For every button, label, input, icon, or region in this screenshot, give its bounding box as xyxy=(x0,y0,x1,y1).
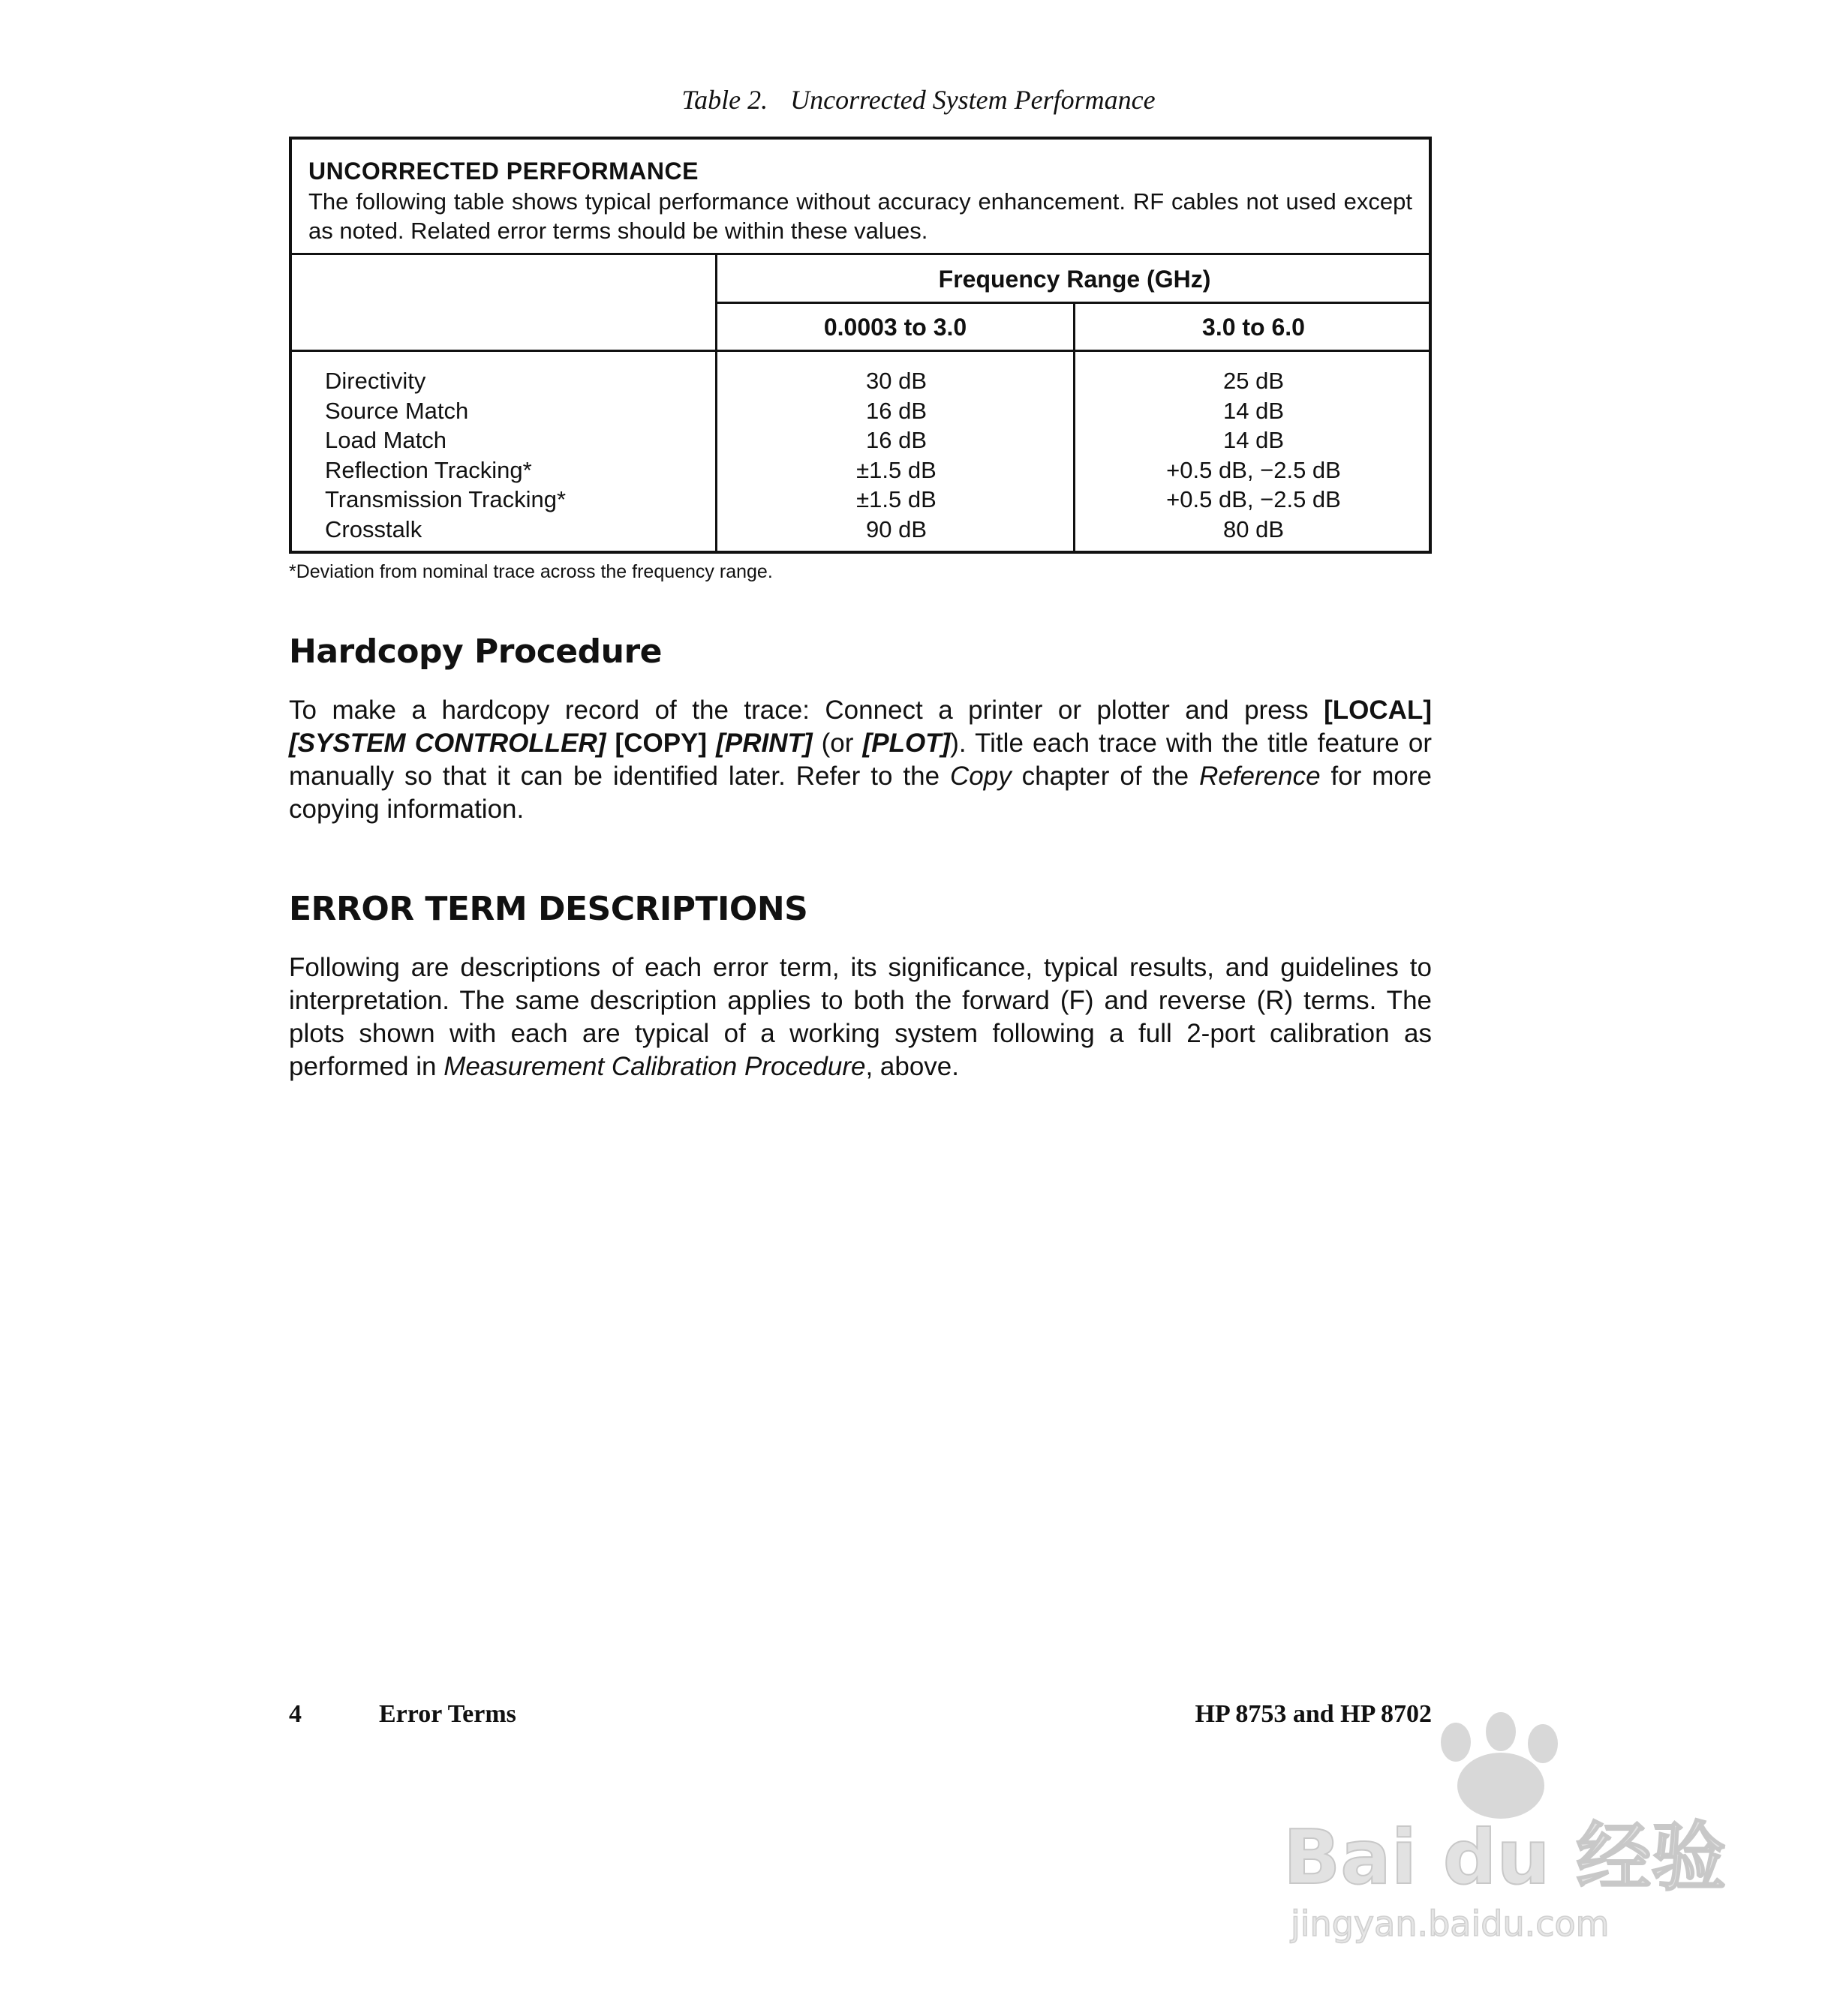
hardcopy-paragraph xyxy=(289,694,1432,826)
row-label: Load Match xyxy=(325,427,446,453)
table-row xyxy=(292,398,1429,428)
cell-value: +0.5 dB, −2.5 dB xyxy=(1166,456,1341,483)
key-copy: [COPY] xyxy=(615,729,708,758)
column-header: 0.0003 to 3.0 xyxy=(823,313,967,341)
table-row xyxy=(292,457,1429,487)
text-run: , above. xyxy=(865,1052,959,1081)
softkey-plot: [PLOT] xyxy=(862,729,951,758)
row-label: Directivity xyxy=(325,368,426,394)
row-label: Transmission Tracking* xyxy=(325,486,567,512)
text-run: (or xyxy=(821,729,863,758)
row-label: Reflection Tracking* xyxy=(325,456,532,483)
table-description: The following table shows typical performance without accuracy enhancement. RF cables not used except as noted. Related error terms should be within these values. xyxy=(308,188,1412,244)
watermark-text: Bai du 经验 xyxy=(1283,1813,1727,1901)
table-header-block xyxy=(292,140,1429,255)
softkey-print: [PRINT] xyxy=(716,729,813,758)
error-terms-heading: ERROR TERM DESCRIPTIONS xyxy=(289,890,808,928)
page-number: 4 xyxy=(289,1700,302,1728)
watermark-url: jingyan.baidu.com xyxy=(1291,1903,1610,1944)
column-header: 3.0 to 6.0 xyxy=(1202,313,1305,341)
key-local: [LOCAL] xyxy=(1324,696,1432,725)
hardcopy-heading: Hardcopy Procedure xyxy=(289,632,662,671)
table-row xyxy=(292,516,1429,546)
table-row xyxy=(292,368,1429,398)
cell-value: 16 dB xyxy=(865,397,927,424)
table-heading: UNCORRECTED PERFORMANCE xyxy=(308,158,699,185)
cell-value: 14 dB xyxy=(1222,427,1284,453)
cell-value: ±1.5 dB xyxy=(856,486,937,512)
performance-table xyxy=(289,137,1432,554)
text-run: chapter of the xyxy=(1011,762,1200,791)
softkey-system-controller: [SYSTEM CONTROLLER] xyxy=(289,729,606,758)
table-caption xyxy=(0,84,1837,116)
table-footnote: *Deviation from nominal trace across the frequency range. xyxy=(289,561,773,582)
table-row xyxy=(292,486,1429,516)
cell-value: 90 dB xyxy=(865,515,927,542)
cell-value: 14 dB xyxy=(1222,397,1284,424)
footer-section: Error Terms xyxy=(379,1700,516,1728)
cell-value: 25 dB xyxy=(1222,368,1284,394)
cell-value: +0.5 dB, −2.5 dB xyxy=(1166,486,1341,512)
error-terms-paragraph xyxy=(289,951,1432,1083)
row-label: Crosstalk xyxy=(325,515,422,542)
text-run: for more copying information. xyxy=(289,762,1433,824)
caption-title: Uncorrected System Performance xyxy=(790,85,1156,115)
cell-value: 30 dB xyxy=(865,368,927,394)
cell-value: ±1.5 dB xyxy=(856,456,937,483)
calibration-procedure-ref: Measurement Calibration Procedure xyxy=(443,1052,866,1081)
text-run: To make a hardcopy record of the trace: Connect a printer or plotter and press xyxy=(289,696,1324,725)
footer-product: HP 8753 and HP 8702 xyxy=(1195,1700,1432,1728)
text-run: ). Title each trace with the title feature or manually so that it can be identified later. Refer to the xyxy=(289,729,1433,791)
paw-icon xyxy=(1441,1712,1558,1819)
cell-value: 80 dB xyxy=(1222,515,1284,542)
frequency-range-header: Frequency Range (GHz) xyxy=(938,265,1211,293)
text-run: Following are descriptions of each error term, its significance, typical results, and guidelines to interpretation. The same description applies to both the forward (F) and reverse (R) terms. The plots shown with each are typical of a working system following a full 2-port calibration as performed in xyxy=(289,953,1432,1081)
copy-chapter-ref: Copy xyxy=(950,762,1012,791)
table-body xyxy=(292,368,1429,545)
row-label: Source Match xyxy=(325,397,469,424)
caption-label: Table 2. xyxy=(681,85,768,115)
baidu-watermark xyxy=(1276,1711,1756,1951)
cell-value: 16 dB xyxy=(865,427,927,453)
table-row xyxy=(292,427,1429,457)
reference-ref: Reference xyxy=(1199,762,1321,791)
